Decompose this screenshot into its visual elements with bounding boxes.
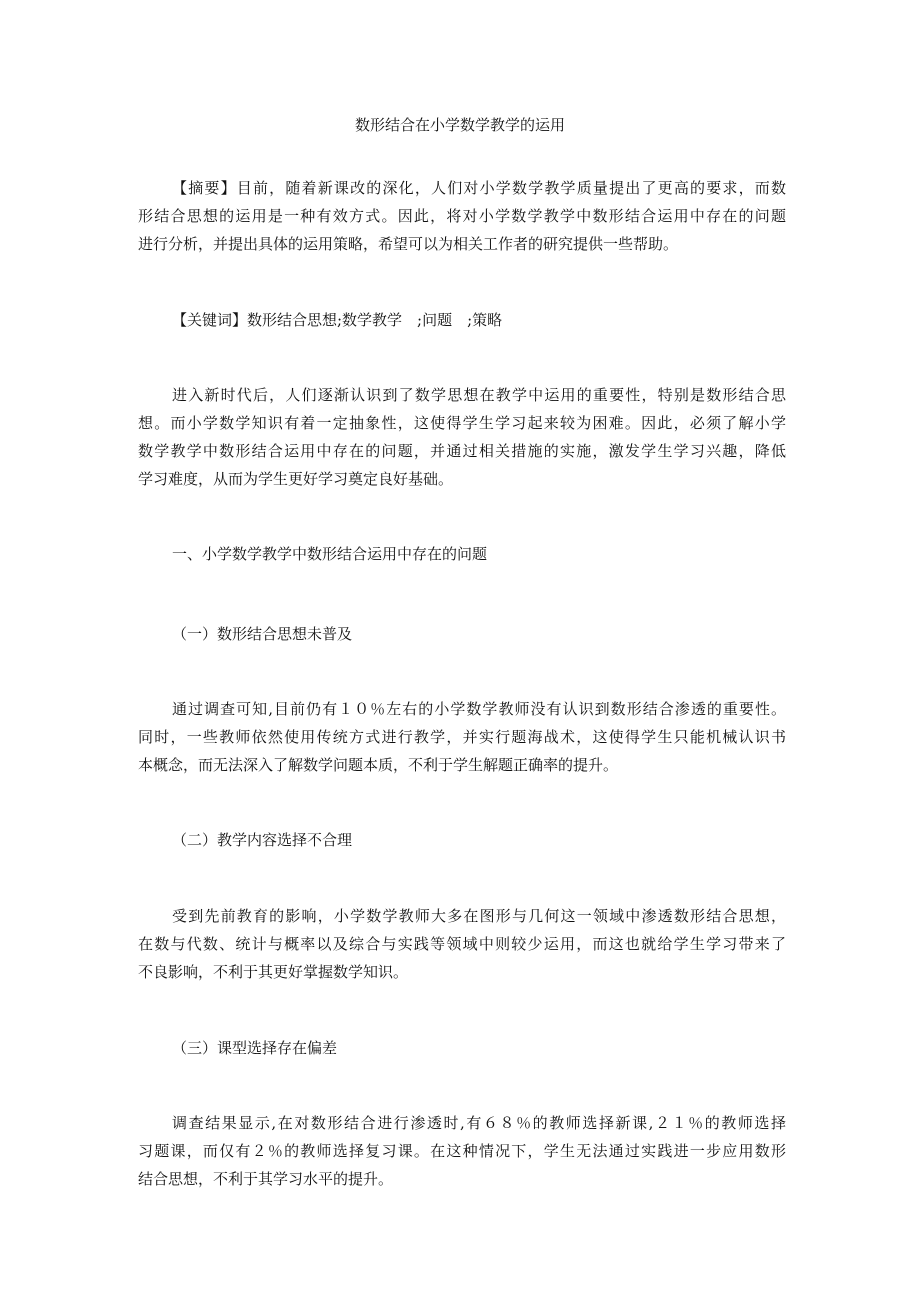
keywords-line: 【关键词】数形结合思想;数学教学 ;问题 ;策略 [172,311,503,329]
subsection-heading: （二）教学内容选择不合理 [172,831,353,849]
sub3-line: 习题课，而仅有２％的教师选择复习课。在这种情况下，学生无法通过实践进一步应用数形 [138,1142,786,1160]
subsection-heading: （一）数形结合思想未普及 [172,625,353,643]
abstract-line: 进行分析，并提出具体的运用策略，希望可以为相关工作者的研究提供一些帮助。 [138,235,679,253]
sub2-line: 受到先前教育的影响，小学数学教师大多在图形与几何这一领域中渗透数形结合思想， [172,907,786,925]
sub3-line: 调查结果显示,在对数形结合进行渗透时,有６８％的教师选择新课,２１％的教师选择 [172,1114,786,1132]
subsection-heading: （三）课型选择存在偏差 [172,1039,338,1057]
sub2-line: 在数与代数、统计与概率以及综合与实践等领域中则较少运用，而这也就给学生学习带来了 [138,935,786,953]
sub1-line: 同时，一些教师依然使用传统方式进行教学，并实行题海战术，这使得学生只能机械认识书 [138,728,786,746]
document-title: 数形结合在小学数学教学的运用 [354,116,565,134]
sub3-paragraph [138,1109,786,1193]
abstract-line: 形结合思想的运用是一种有效方式。因此，将对小学数学教学中数形结合运用中存在的问题 [138,207,786,225]
intro-line: 数学教学中数形结合运用中存在的问题，并通过相关措施的实施，激发学生学习兴趣，降低 [138,442,786,460]
sub2-line: 不良影响，不利于其更好掌握数学知识。 [138,963,409,981]
sub1-line: 通过调查可知,目前仍有１０％左右的小学数学教师没有认识到数形结合渗透的重要性。 [172,700,786,718]
sub2-paragraph [138,902,786,986]
intro-paragraph [138,381,786,493]
sub1-line: 本概念，而无法深入了解数学问题本质，不利于学生解题正确率的提升。 [138,756,619,774]
abstract-paragraph [138,174,786,258]
section-heading: 一、小学数学教学中数形结合运用中存在的问题 [172,545,488,563]
sub1-paragraph [138,695,786,779]
sub3-line: 结合思想，不利于其学习水平的提升。 [138,1170,394,1188]
intro-line: 进入新时代后，人们逐渐认识到了数学思想在教学中运用的重要性，特别是数形结合思 [172,386,786,404]
intro-line: 想。而小学数学知识有着一定抽象性，这使得学生学习起来较为困难。因此，必须了解小学 [138,414,786,432]
abstract-line: 【摘要】目前，随着新课改的深化，人们对小学数学教学质量提出了更高的要求，而数 [172,179,786,197]
intro-line: 学习难度，从而为学生更好学习奠定良好基础。 [138,470,454,488]
